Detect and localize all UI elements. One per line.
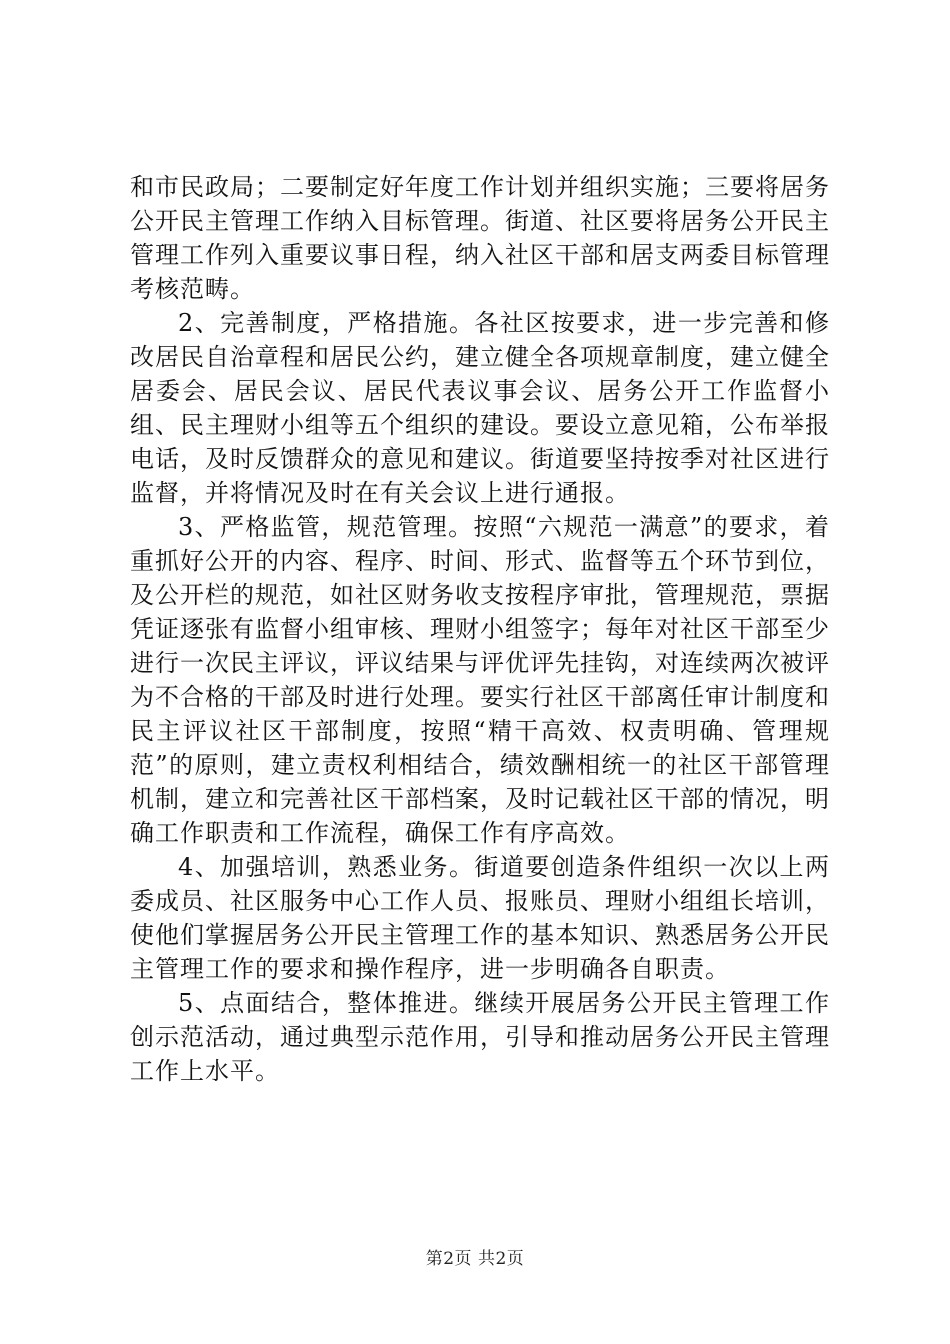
page-number: 第2页 共2页 [425,1249,525,1269]
paragraph-item-5: 5、点面结合，整体推进。继续开展居务公开民主管理工作创示范活动，通过典型示范作用，引导和推动居务公开民主管理工作上水平。 [130,989,830,1085]
document-body [130,170,830,1088]
paragraph-item-2: 2、完善制度，严格措施。各社区按要求，进一步完善和修改居民自治章程和居民公约，建立健全各项规章制度，建立健全居委会、居民会议、居民代表议事会议、居务公开工作监督小组、民主理财小组等五个组织的建设。要设立意见箱，公布举报电话，及时反馈群众的意见和建议。街道要坚持按季对社区进行监督，并将情况及时在有关会议上进行通报。 [130,309,830,507]
page-footer [0,1244,950,1269]
paragraph-item-3: 3、严格监管，规范管理。按照“六规范一满意”的要求，着重抓好公开的内容、程序、时间、形式、监督等五个环节到位，及公开栏的规范，如社区财务收支按程序审批，管理规范，票据凭证逐张有监督小组审核、理财小组签字；每年对社区干部至少进行一次民主评议，评议结果与评优评先挂钩，对连续两次被评为不合格的干部及时进行处理。要实行社区干部离任审计制度和民主评议社区干部制度，按照“精干高效、权责明确、管理规范”的原则，建立责权利相结合，绩效酬相统一的社区干部管理机制，建立和完善社区干部档案，及时记载社区干部的情况，明确工作职责和工作流程，确保工作有序高效。 [130,513,830,847]
paragraph-continuation: 和市民政局；二要制定好年度工作计划并组织实施；三要将居务公开民主管理工作纳入目标管理。街道、社区要将居务公开民主管理工作列入重要议事日程，纳入社区干部和居支两委目标管理考核范畴。 [130,173,830,303]
paragraph-item-4: 4、加强培训，熟悉业务。街道要创造条件组织一次以上两委成员、社区服务中心工作人员、报账员、理财小组组长培训，使他们掌握居务公开民主管理工作的基本知识、熟悉居务公开民主管理工作的要求和操作程序，进一步明确各自职责。 [130,853,830,983]
